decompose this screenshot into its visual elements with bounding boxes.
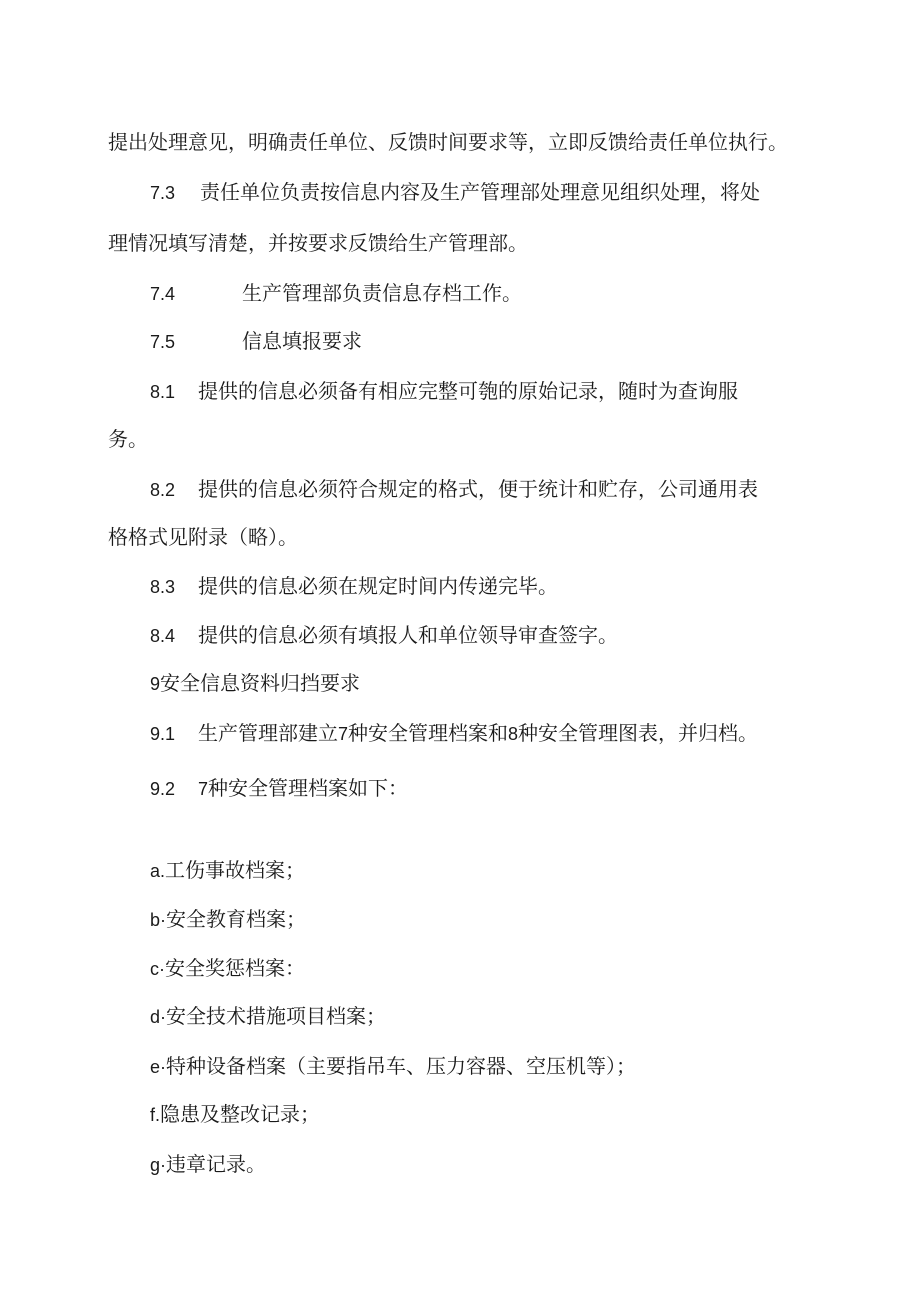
list-marker: d·: [150, 1007, 167, 1027]
list-marker: g·: [150, 1155, 167, 1175]
item-text: 格格式见附录（略）。: [108, 525, 298, 549]
list-item: [150, 857, 305, 884]
item-number: 8.4: [150, 626, 176, 646]
item-text: 信息填报要求: [242, 329, 362, 353]
count-number: 7: [338, 724, 349, 744]
section-title: 安全信息资料归挡要求: [160, 671, 361, 695]
item-8-1: [150, 378, 738, 405]
item-7-5: [150, 328, 362, 355]
item-7-3: [150, 179, 760, 206]
list-marker: e·: [150, 1057, 167, 1077]
paragraph-text: 提出处理意见，明确责任单位、反馈时间要求等，立即反馈给责任单位执行。: [108, 130, 788, 154]
item-text: 务。: [108, 427, 148, 451]
list-marker: a.: [150, 861, 166, 881]
list-text: 安全技术措施项目档案；: [166, 1004, 387, 1028]
list-text: 安全奖惩档案：: [165, 956, 305, 980]
item-text: 生产管理部负责信息存档工作。: [242, 281, 522, 305]
list-item: [150, 1151, 266, 1178]
item-8-3: [150, 573, 558, 600]
item-text: 提供的信息必须在规定时间内传递完毕。: [198, 574, 558, 598]
list-text: 安全教育档案；: [166, 907, 307, 931]
item-number: 8.3: [150, 577, 176, 597]
item-number: 7.3: [150, 183, 176, 203]
item-number: 9.2: [150, 779, 176, 799]
section-9-heading: [150, 670, 360, 697]
count-number: 8: [508, 724, 519, 744]
item-text-part: 种安全管理档案和: [348, 721, 509, 745]
item-9-2: [150, 775, 408, 802]
item-8-1-continued: [108, 426, 148, 452]
item-number: 9.1: [150, 724, 176, 744]
item-text: 种安全管理档案如下：: [208, 776, 409, 800]
item-8-2: [150, 476, 758, 503]
item-text: 提供的信息必须符合规定的格式，便于统计和贮存，公司通用表: [198, 477, 758, 501]
list-text: 违章记录。: [166, 1152, 267, 1176]
item-text-part: 种安全管理图表，并归档。: [518, 721, 759, 745]
list-item: [150, 906, 306, 933]
item-8-4: [150, 622, 618, 649]
item-text: 责任单位负责按信息内容及生产管理部处理意见组织处理，将处: [200, 180, 760, 204]
list-item: [150, 1003, 386, 1030]
list-item: [150, 1101, 320, 1128]
item-number: 8.1: [150, 382, 176, 402]
list-marker: c·: [150, 959, 165, 979]
list-item: [150, 1053, 636, 1080]
count-number: 7: [198, 779, 209, 799]
list-marker: b·: [150, 910, 167, 930]
item-number: 7.5: [150, 332, 176, 352]
list-text: 特种设备档案（主要指吊车、压力容器、空压机等）；: [166, 1054, 637, 1078]
list-marker: f.: [150, 1105, 161, 1125]
item-7-4: [150, 280, 522, 307]
item-text: 提供的信息必须备有相应完整可匏的原始记录，随时为查询服: [198, 379, 738, 403]
section-number: 9: [150, 674, 161, 694]
item-number: 7.4: [150, 284, 176, 304]
list-text: 工伤事故档案；: [165, 858, 306, 882]
item-8-2-continued: [108, 524, 298, 550]
item-text: 提供的信息必须有填报人和单位领导审查签字。: [198, 623, 618, 647]
list-item: [150, 955, 305, 982]
item-number: 8.2: [150, 480, 176, 500]
item-text: 理情况填写清楚，并按要求反馈给生产管理部。: [108, 231, 528, 255]
list-text: 隐患及整改记录；: [160, 1102, 321, 1126]
item-9-1: [150, 720, 758, 747]
item-text-part: 生产管理部建立: [198, 721, 338, 745]
item-7-3-continued: [108, 230, 528, 256]
continuation-paragraph: [108, 129, 788, 155]
